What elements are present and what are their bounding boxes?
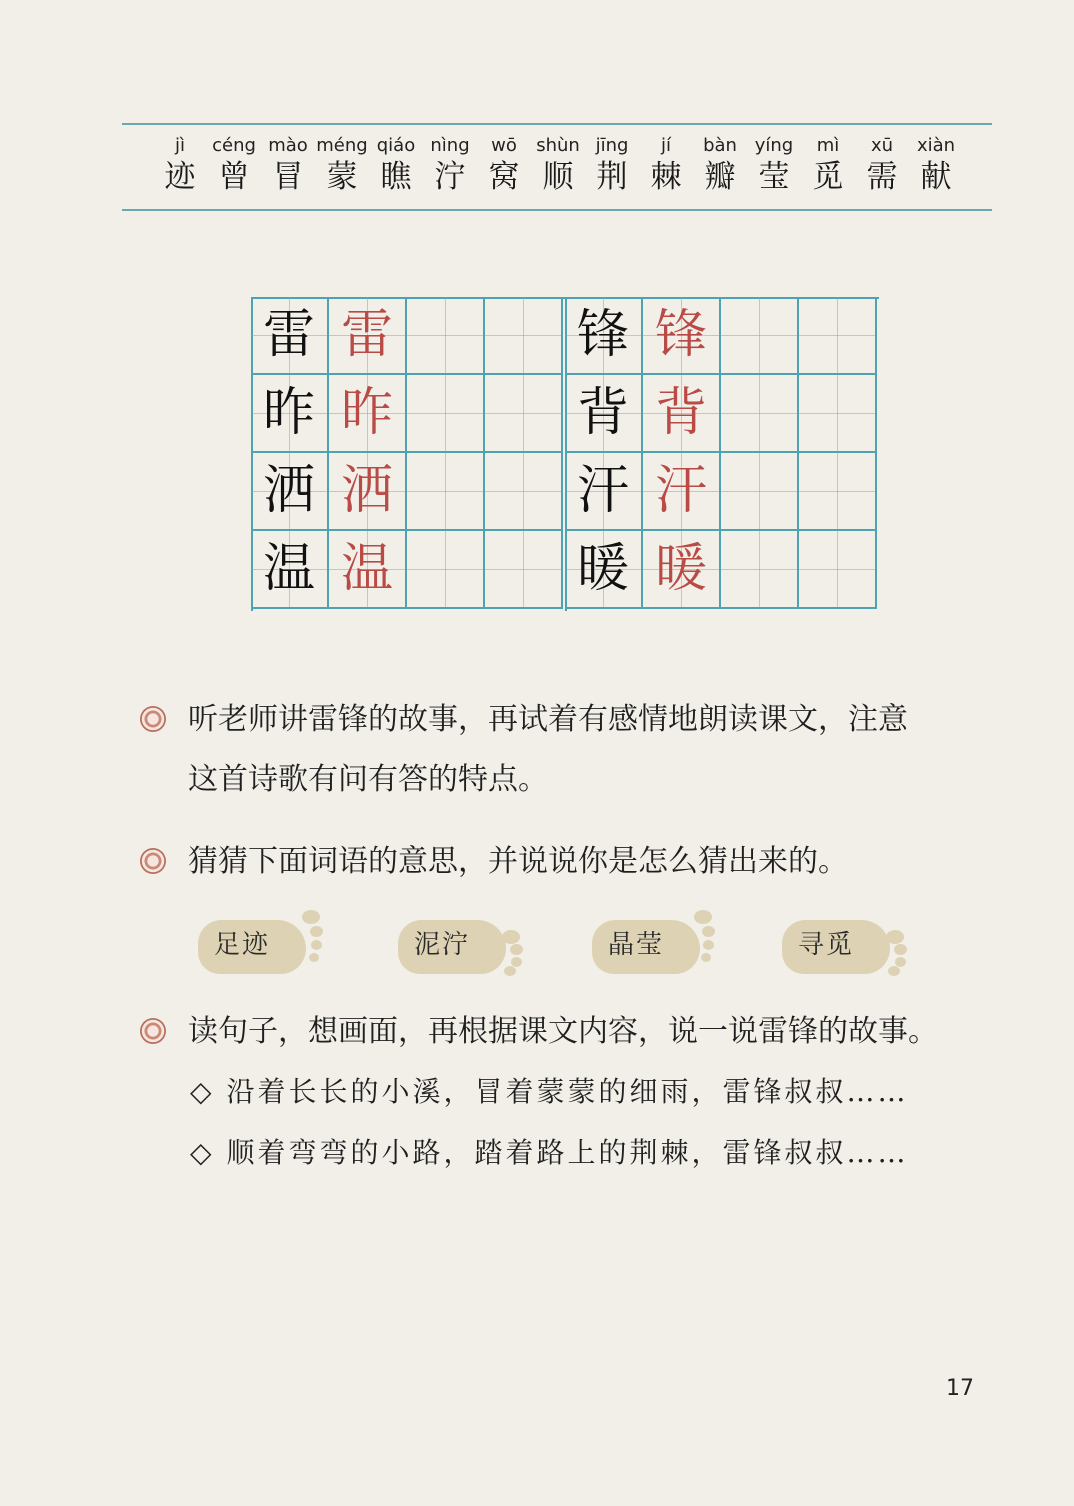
trace-char: 暖 [654, 539, 707, 599]
hanzi: 窝 [488, 159, 520, 195]
trace-char: 锋 [654, 305, 707, 365]
hanzi: 瓣 [704, 159, 736, 195]
vocab-item [852, 134, 912, 196]
task-1 [140, 690, 990, 810]
model-char: 昨 [262, 383, 315, 443]
task-2 [140, 832, 990, 892]
vocab-item [690, 134, 750, 196]
diamond-icon: ◇ [190, 1136, 215, 1169]
toe [502, 930, 520, 944]
example-sentence [190, 1072, 909, 1112]
toe [504, 966, 516, 976]
hanzi: 迹 [164, 159, 196, 195]
trace-char: 昨 [340, 383, 393, 443]
example-sentence [190, 1133, 909, 1173]
footprint-label: 足迹 [214, 930, 271, 960]
sentence-text: 沿着长长的小溪，冒着蒙蒙的细雨，雷锋叔叔…… [226, 1075, 909, 1108]
hanzi: 荆 [596, 159, 628, 195]
grid-cell-model [251, 453, 329, 531]
pinyin: mào [268, 135, 308, 156]
toe [894, 944, 907, 955]
grid-cell-trace [643, 297, 721, 375]
pinyin: qiáo [376, 135, 416, 156]
grid-cell-model [565, 453, 643, 531]
grid-cell-trace [643, 375, 721, 453]
vocabulary-row [150, 134, 970, 204]
trace-char: 背 [654, 383, 707, 443]
grid-cell-blank[interactable] [721, 297, 799, 375]
model-char: 背 [576, 383, 629, 443]
model-char: 洒 [262, 461, 315, 521]
task-bullet-icon [140, 1018, 166, 1044]
task-bullet-icon [140, 706, 166, 732]
hanzi: 顺 [542, 159, 574, 195]
model-char: 锋 [576, 305, 629, 365]
pinyin: jí [660, 135, 671, 156]
vocab-item [258, 134, 318, 196]
grid-cell-model [565, 375, 643, 453]
toe [510, 944, 523, 955]
grid-cell-model [251, 375, 329, 453]
footprint-label: 泥泞 [414, 930, 471, 960]
vocab-item [636, 134, 696, 196]
footprint-word [398, 908, 538, 978]
toe [302, 910, 320, 924]
pinyin: céng [212, 135, 256, 156]
grid-cell-blank[interactable] [485, 297, 563, 375]
toe [310, 926, 323, 937]
pinyin: xū [870, 135, 894, 156]
toe [694, 910, 712, 924]
hanzi: 棘 [650, 159, 682, 195]
grid-cell-model [565, 531, 643, 609]
vocab-item [366, 134, 426, 196]
vocab-bottom-rule [122, 209, 992, 211]
grid-cell-blank[interactable] [485, 453, 563, 531]
pinyin: shùn [536, 135, 580, 156]
task-1-line-1: 听老师讲雷锋的故事，再试着有感情地朗读课文，注意 [188, 702, 908, 737]
hanzi: 瞧 [380, 159, 412, 195]
hanzi: 莹 [758, 159, 790, 195]
pinyin: mì [816, 135, 840, 156]
hanzi: 觅 [812, 159, 844, 195]
grid-cell-blank[interactable] [799, 375, 877, 453]
footprint-word [198, 908, 338, 978]
trace-char: 雷 [340, 305, 393, 365]
toe [895, 957, 906, 967]
grid-cell-blank[interactable] [407, 453, 485, 531]
toe [702, 926, 715, 937]
footprint-word [782, 908, 922, 978]
model-char: 雷 [262, 305, 315, 365]
toe [309, 953, 319, 962]
pinyin: wō [491, 135, 517, 156]
grid-cell-blank[interactable] [485, 531, 563, 609]
pinyin: bàn [703, 135, 737, 156]
grid-cell-blank[interactable] [799, 453, 877, 531]
grid-cell-trace [643, 453, 721, 531]
grid-cell-model [565, 297, 643, 375]
grid-cell-model [251, 531, 329, 609]
hanzi: 蒙 [326, 159, 358, 195]
hanzi: 曾 [218, 159, 250, 195]
footprint-label: 晶莹 [608, 930, 665, 960]
grid-cell-trace [329, 453, 407, 531]
vocab-item [906, 134, 966, 196]
vocab-item [744, 134, 804, 196]
page-number: 17 [946, 1376, 974, 1401]
grid-cell-model [251, 297, 329, 375]
model-char: 暖 [576, 539, 629, 599]
footprint-word [592, 908, 732, 978]
pinyin: nìng [430, 135, 470, 156]
toe [886, 930, 904, 944]
vocab-item [420, 134, 480, 196]
toe [703, 940, 714, 950]
grid-cell-blank[interactable] [407, 531, 485, 609]
vocab-item [204, 134, 264, 196]
toe [511, 957, 522, 967]
hanzi: 泞 [434, 159, 466, 195]
task-3 [140, 1002, 990, 1062]
grid-cell-trace [643, 531, 721, 609]
toe [701, 953, 711, 962]
vocab-item [150, 134, 210, 196]
pinyin: jì [174, 135, 185, 156]
grid-cell-trace [329, 375, 407, 453]
pinyin: xiàn [916, 135, 956, 156]
vocab-item [474, 134, 534, 196]
grid-cell-trace [329, 297, 407, 375]
pinyin: méng [316, 135, 368, 156]
trace-char: 洒 [340, 461, 393, 521]
footprint-label: 寻觅 [798, 930, 855, 960]
grid-cell-blank[interactable] [407, 375, 485, 453]
grid-cell-blank[interactable] [799, 531, 877, 609]
grid-cell-blank[interactable] [721, 453, 799, 531]
grid-cell-blank[interactable] [407, 297, 485, 375]
hanzi: 冒 [272, 159, 304, 195]
task-bullet-icon [140, 848, 166, 874]
pinyin: yíng [754, 135, 794, 156]
toe [888, 966, 900, 976]
pinyin: jīng [595, 135, 629, 156]
trace-char: 温 [340, 539, 393, 599]
task-3-text: 读句子，想画面，再根据课文内容，说一说雷锋的故事。 [188, 1014, 938, 1049]
model-char: 温 [262, 539, 315, 599]
model-char: 汗 [576, 461, 629, 521]
vocab-item [798, 134, 858, 196]
vocab-item [582, 134, 642, 196]
trace-char: 汗 [654, 461, 707, 521]
grid-cell-blank[interactable] [485, 375, 563, 453]
diamond-icon: ◇ [190, 1075, 215, 1108]
toe [311, 940, 322, 950]
grid-cell-trace [329, 531, 407, 609]
grid-cell-blank[interactable] [721, 375, 799, 453]
sentence-text: 顺着弯弯的小路，踏着路上的荆棘，雷锋叔叔…… [226, 1136, 909, 1169]
vocab-item [528, 134, 588, 196]
hanzi: 需 [866, 159, 898, 195]
vocab-item [312, 134, 372, 196]
vocab-top-rule [122, 123, 992, 125]
task-1-line-2: 这首诗歌有问有答的特点。 [188, 762, 548, 797]
grid-cell-blank[interactable] [799, 297, 877, 375]
grid-cell-blank[interactable] [721, 531, 799, 609]
task-2-text: 猜猜下面词语的意思，并说说你是怎么猜出来的。 [188, 844, 848, 879]
hanzi: 献 [920, 159, 952, 195]
